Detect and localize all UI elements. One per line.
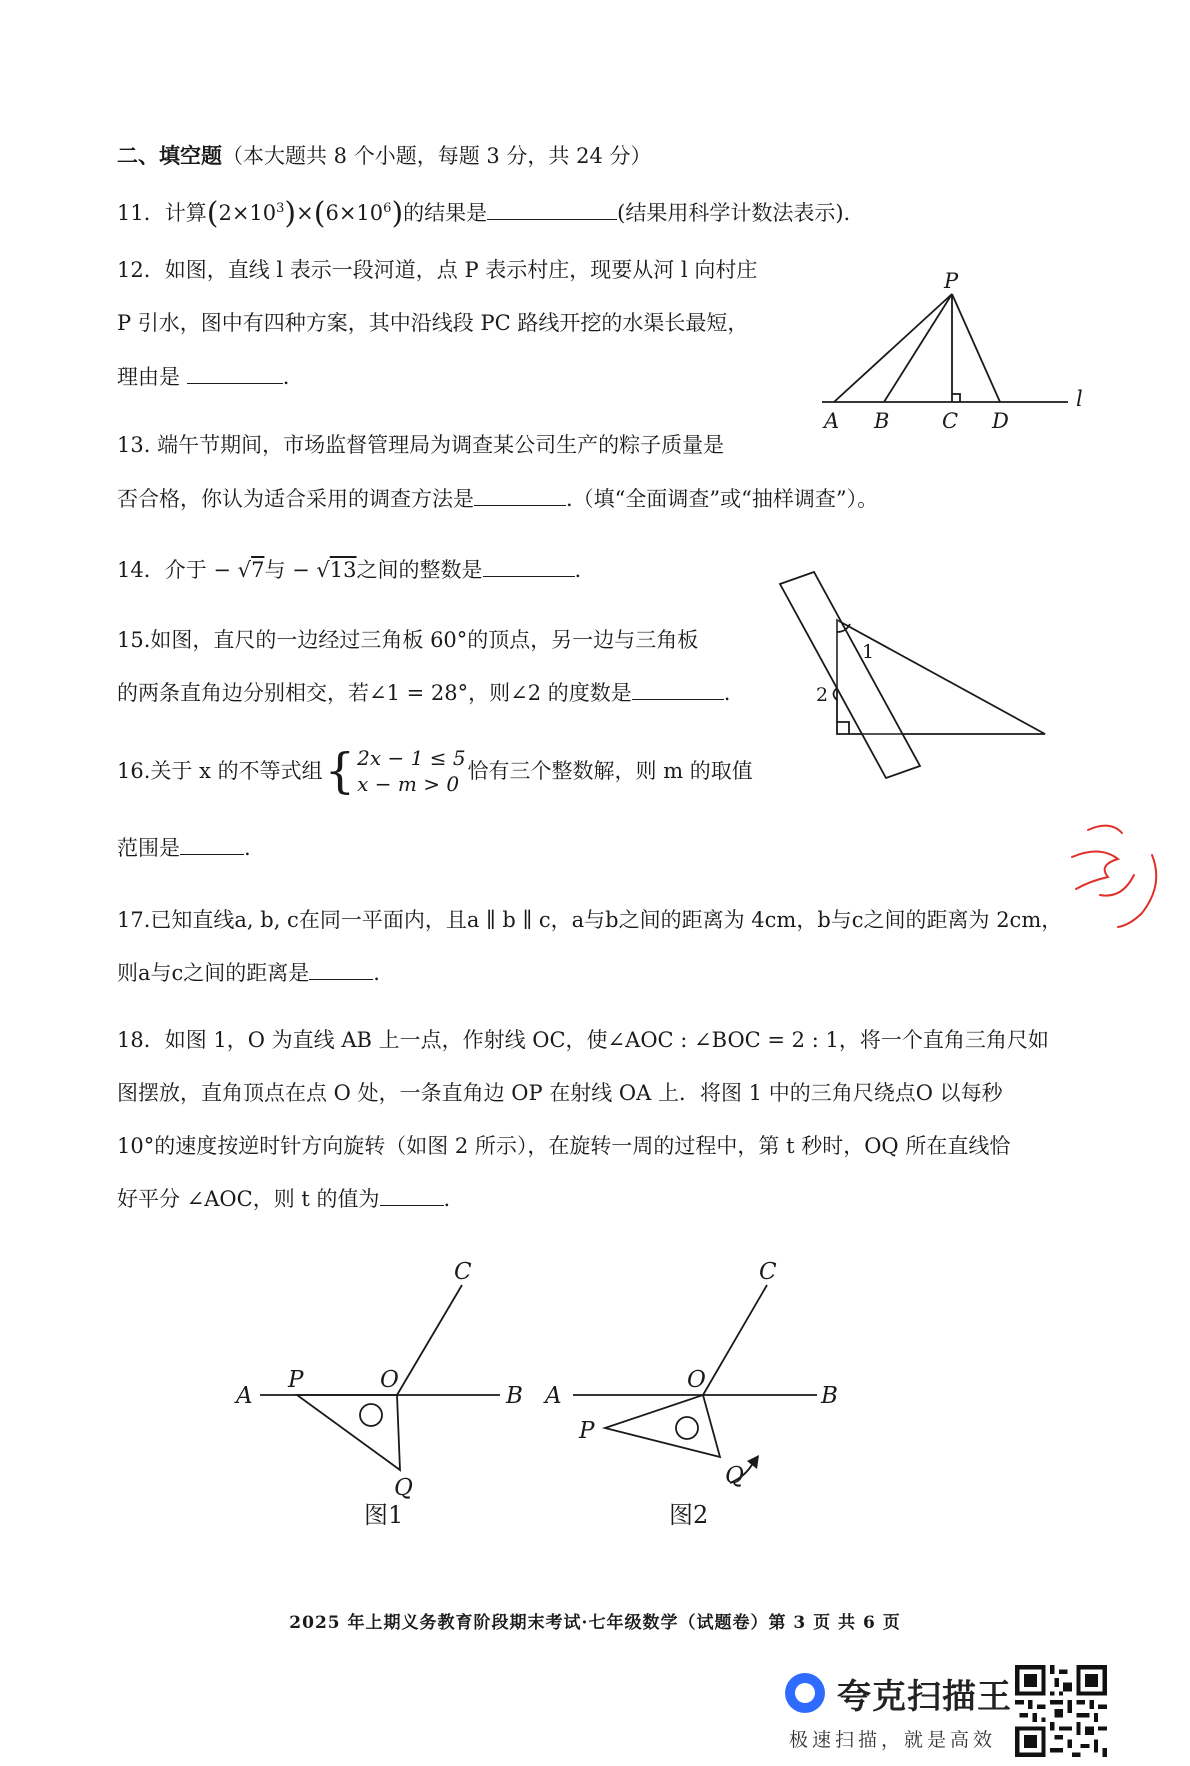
q14-after: 之间的整数是 (356, 558, 483, 582)
q12-line2: P 引水，图中有四种方案，其中沿线段 PC 路线开挖的水渠长最短， (117, 311, 749, 335)
fig1-set-square-hole (360, 1404, 382, 1426)
q11-mid: 的结果是 (403, 201, 488, 225)
q16-inequality-1: 2x − 1 ≤ 5 (357, 746, 466, 770)
fig1-label-A: A (236, 1383, 253, 1409)
q11-answer-blank[interactable] (487, 199, 617, 220)
q14-sqrt-sign-1: √ (237, 558, 252, 582)
fig2-label-Q: Q (725, 1463, 744, 1489)
q13-answer-blank[interactable] (474, 485, 566, 506)
q13-line2-suffix: .（填“全面调查”或“抽样调查”）。 (566, 487, 879, 511)
q15-line1: 15.如图，直尺的一边经过三角板 60°的顶点，另一边与三角板 (117, 628, 699, 652)
q17-line2 (117, 958, 380, 988)
q12-line1: 12．如图，直线 l 表示一段河道，点 P 表示村庄，现要从河 l 向村庄 (117, 258, 758, 282)
q18-figure-2 (545, 1255, 855, 1529)
q16-inequality-system (325, 745, 466, 797)
q18-line4-prefix: 好平分 ∠AOC，则 t 的值为 (117, 1187, 380, 1211)
fig2-set-square (605, 1395, 720, 1457)
fig1-label-C: C (454, 1259, 472, 1285)
q12-figure (800, 268, 1100, 438)
q15-figure (780, 570, 1060, 785)
q11-times: × (296, 201, 314, 225)
qr-code-icon (1015, 1665, 1107, 1757)
segment-PD (952, 294, 1000, 402)
q17-line1: 17.已知直线a, b, c在同一平面内，且a ∥ b ∥ c，a与b之间的距离为 4cm，b与c之间的距离为 2cm， (117, 908, 1063, 932)
red-pen-marks (1060, 815, 1170, 945)
q16-answer-blank[interactable] (180, 834, 244, 855)
q13-line2-prefix: 否合格，你认为适合采用的调查方法是 (117, 487, 474, 511)
question-16 (117, 745, 753, 797)
fig1-caption: 图1 (364, 1501, 404, 1529)
right-angle-mark (952, 394, 960, 402)
q11-paren-close-1: ) (284, 196, 297, 231)
q14-sqrt-sign-2: √ (316, 558, 330, 582)
q16-line2 (117, 833, 251, 863)
q16-prefix: 16.关于 x 的不等式组 (117, 759, 323, 783)
q17-answer-blank[interactable] (309, 959, 373, 980)
fig2-set-square-hole (676, 1417, 698, 1439)
watermark-slogan: 极速扫描，就是高效 (789, 1729, 997, 1751)
q14-answer-blank[interactable] (483, 556, 575, 577)
q15-answer-blank[interactable] (632, 679, 724, 700)
q11-paren-close-2: ) (391, 196, 404, 231)
segment-PA (834, 294, 952, 402)
q11-part1-exp: 3 (276, 201, 285, 216)
q11-part1-base: 2×10 (218, 201, 277, 225)
q13-line1: 13. 端午节期间，市场监督管理局为调查某公司生产的粽子质量是 (117, 433, 725, 457)
question-11 (117, 194, 850, 229)
q12-answer-blank[interactable] (187, 363, 283, 384)
fig2-arrow-head (747, 1455, 759, 1469)
q16-suffix: 恰有三个整数解，则 m 的取值 (467, 759, 753, 783)
red-mark-1 (1088, 826, 1122, 833)
q16-line2-suffix: . (244, 836, 251, 860)
q13-line2 (117, 484, 878, 514)
fig1-set-square (297, 1395, 400, 1470)
fig2-label-P: P (579, 1418, 595, 1444)
label-P: P (944, 269, 959, 293)
angle-1-label: 1 (862, 641, 875, 663)
triangle-right-angle-mark (837, 722, 849, 734)
fig1-label-P: P (288, 1367, 304, 1393)
label-C: C (942, 409, 959, 433)
question-14 (117, 555, 581, 585)
fig2-label-C: C (759, 1259, 777, 1285)
q18-line4 (117, 1184, 450, 1214)
scanner-watermark (785, 1665, 1185, 1760)
q11-suffix: (结果用科学计数法表示). (617, 201, 851, 225)
fig1-ray-OC (397, 1285, 462, 1395)
q14-mid: 与 − (264, 558, 317, 582)
label-A: A (824, 409, 840, 433)
q14-prefix: 14．介于 − (117, 558, 238, 582)
q11-paren-open-1: ( (206, 196, 219, 231)
q11-part2-exp: 6 (383, 201, 392, 216)
q18-figure-1 (236, 1255, 540, 1529)
label-B: B (874, 409, 890, 433)
q12-line3-suffix: . (282, 365, 290, 389)
fig2-label-B: B (821, 1383, 838, 1409)
q12-line3 (117, 362, 289, 392)
fig2-caption: 图2 (669, 1501, 709, 1529)
section-heading (117, 141, 652, 171)
fig2-label-A: A (545, 1383, 562, 1409)
page-footer: 2025 年上期义务教育阶段期末考试·七年级数学（试题卷）第 3 页 共 6 页 (289, 1613, 901, 1633)
watermark-name: 夸克扫描王 (837, 1677, 1012, 1717)
q15-line2 (117, 678, 730, 708)
q18-line3: 10°的速度按逆时针方向旋转（如图 2 所示），在旋转一周的过程中，第 t 秒时，OQ 所在直线恰 (117, 1134, 1011, 1158)
q17-line2-prefix: 则a与c之间的距离是 (117, 961, 310, 985)
q11-part2-base: 6×10 (325, 201, 384, 225)
fig1-label-Q: Q (394, 1475, 413, 1501)
q18-line4-suffix: . (443, 1187, 451, 1211)
q18-line2: 图摆放，直角顶点在点 O 处，一条直角边 OP 在射线 OA 上．将图 1 中的三角尺绕点O 以每秒 (117, 1081, 1003, 1105)
q16-inequality-2: x − m > 0 (357, 772, 460, 796)
q11-paren-open-2: ( (313, 196, 326, 231)
section-note: （本大题共 8 个小题，每题 3 分，共 24 分） (222, 144, 652, 168)
red-mark-2 (1072, 851, 1118, 889)
q15-line2-prefix: 的两条直角边分别相交，若∠1 = 28°，则∠2 的度数是 (117, 681, 632, 705)
fig1-label-B: B (506, 1383, 523, 1409)
q14-suffix: . (574, 558, 582, 582)
label-l: l (1076, 387, 1083, 411)
red-mark-4 (1118, 855, 1156, 927)
q15-line2-suffix: . (723, 681, 731, 705)
straightedge (780, 572, 920, 778)
fig2-ray-OC (703, 1285, 767, 1395)
q12-line3-prefix: 理由是 (117, 365, 180, 389)
q17-line2-suffix: . (373, 961, 380, 985)
q11-prefix: 11．计算 (117, 201, 207, 225)
label-D: D (992, 409, 1009, 433)
fig1-label-O: O (380, 1367, 399, 1393)
section-title: 二、填空题 (117, 143, 222, 168)
q14-radicand-1: 7 (251, 558, 265, 582)
fig2-label-O: O (687, 1367, 706, 1393)
q14-radicand-2: 13 (329, 558, 357, 582)
q16-brace: { (324, 743, 356, 799)
q18-answer-blank[interactable] (380, 1185, 444, 1206)
q18-line1: 18．如图 1，O 为直线 AB 上一点，作射线 OC，使∠AOC : ∠BOC = 2 : 1，将一个直角三角尺如 (117, 1028, 1049, 1052)
angle-2-label: 2 (816, 684, 829, 706)
q16-line2-prefix: 范围是 (117, 836, 180, 860)
quark-logo-icon (785, 1673, 825, 1713)
